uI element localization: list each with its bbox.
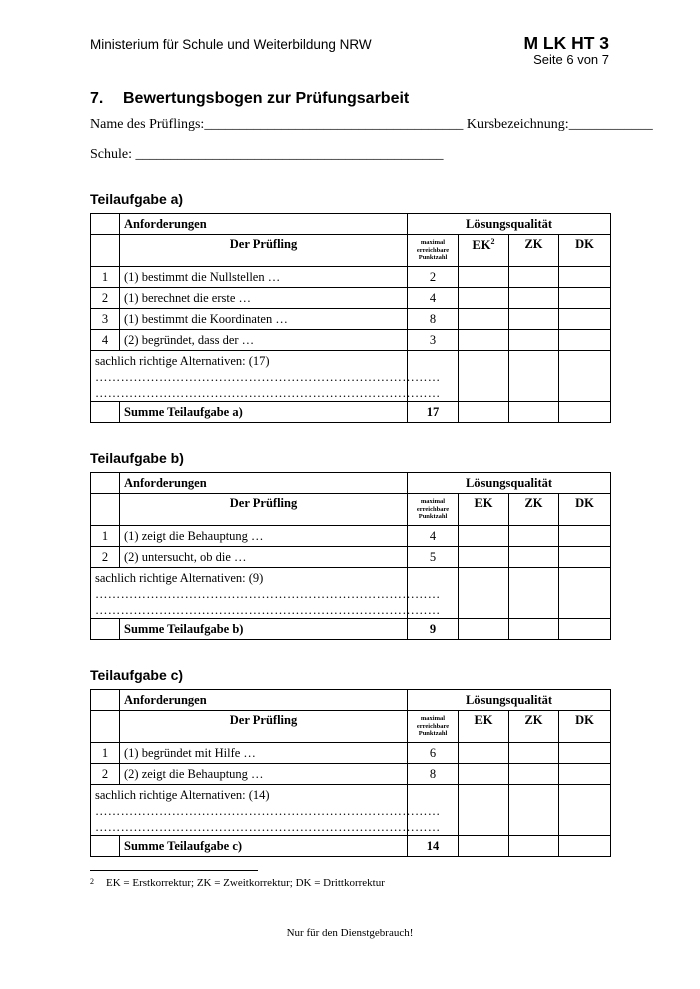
max-points: 4 bbox=[408, 288, 459, 309]
row-number: 3 bbox=[91, 309, 120, 330]
col-zk: ZK bbox=[509, 711, 559, 743]
zk-cell[interactable] bbox=[509, 836, 559, 857]
dk-cell[interactable] bbox=[559, 785, 611, 836]
requirement-text: (1) bestimmt die Koordinaten … bbox=[120, 309, 408, 330]
ek-cell[interactable] bbox=[459, 619, 509, 640]
dk-cell[interactable] bbox=[559, 288, 611, 309]
alternatives-cell bbox=[91, 351, 441, 402]
col-ek: EK bbox=[459, 711, 509, 743]
task-b-table bbox=[90, 472, 611, 640]
row-number: 1 bbox=[91, 743, 120, 764]
col-ek: EK bbox=[459, 494, 509, 526]
zk-cell[interactable] bbox=[509, 743, 559, 764]
max-points: 8 bbox=[408, 309, 459, 330]
zk-cell[interactable] bbox=[509, 568, 559, 619]
ek-cell[interactable] bbox=[459, 547, 509, 568]
alternatives-row bbox=[91, 568, 611, 619]
table-row bbox=[91, 330, 611, 351]
requirement-text: (1) begründet mit Hilfe … bbox=[120, 743, 408, 764]
zk-cell[interactable] bbox=[509, 402, 559, 423]
row-number: 2 bbox=[91, 764, 120, 785]
col-anforderungen: Anforderungen bbox=[120, 690, 408, 711]
kurs-line: ____________ bbox=[568, 117, 653, 132]
requirement-text: (1) zeigt die Behauptung … bbox=[120, 526, 408, 547]
sum-label: Summe Teilaufgabe a) bbox=[120, 402, 408, 423]
table-row bbox=[91, 288, 611, 309]
ek-cell[interactable] bbox=[459, 267, 509, 288]
dk-cell[interactable] bbox=[559, 764, 611, 785]
dk-cell[interactable] bbox=[559, 568, 611, 619]
alternatives-cell bbox=[91, 568, 441, 619]
sum-points: 17 bbox=[408, 402, 459, 423]
max-points: 6 bbox=[408, 743, 459, 764]
col-dk: DK bbox=[559, 711, 611, 743]
dotted-line: ……………………………………………………………………… bbox=[95, 820, 441, 834]
col-zk: ZK bbox=[509, 494, 559, 526]
ek-cell[interactable] bbox=[459, 836, 509, 857]
kurs-label: Kursbezeichnung: bbox=[466, 117, 569, 132]
row-number: 2 bbox=[91, 288, 120, 309]
col-max-punktzahl: maximal erreichbare Punktzahl bbox=[408, 494, 459, 526]
col-ek: $EK^2$ bbox=[459, 235, 509, 267]
ek-cell[interactable] bbox=[459, 402, 509, 423]
dk-cell[interactable] bbox=[559, 547, 611, 568]
requirement-text: (2) untersucht, ob die … bbox=[120, 547, 408, 568]
row-number: 4 bbox=[91, 330, 120, 351]
table-row bbox=[91, 267, 611, 288]
name-line: _____________________________________ bbox=[204, 117, 464, 132]
sum-row bbox=[91, 836, 611, 857]
ek-cell[interactable] bbox=[459, 785, 509, 836]
requirement-text: (2) begründet, dass der … bbox=[120, 330, 408, 351]
task-b-heading: Teilaufgabe b) bbox=[90, 450, 184, 466]
zk-cell[interactable] bbox=[509, 309, 559, 330]
row-number: 1 bbox=[91, 526, 120, 547]
col-dk: DK bbox=[559, 235, 611, 267]
ek-cell[interactable] bbox=[459, 526, 509, 547]
alternatives-label: sachlich richtige Alternativen: (17) bbox=[95, 354, 270, 368]
max-points: 4 bbox=[408, 526, 459, 547]
col-loesungsqualitaet: Lösungsqualität bbox=[408, 214, 611, 235]
col-max-punktzahl: maximal erreichbare Punktzahl bbox=[408, 235, 459, 267]
task-c-table bbox=[90, 689, 611, 857]
name-field bbox=[90, 117, 653, 133]
dotted-line: ……………………………………………………………………… bbox=[95, 587, 441, 601]
dk-cell[interactable] bbox=[559, 836, 611, 857]
alternatives-row bbox=[91, 351, 611, 402]
footer-note: Nur für den Dienstgebrauch! bbox=[286, 927, 414, 939]
requirement-text: (1) berechnet die erste … bbox=[120, 288, 408, 309]
max-points: 8 bbox=[408, 764, 459, 785]
schule-line: ____________________________________________ bbox=[135, 147, 444, 162]
dk-cell[interactable] bbox=[559, 330, 611, 351]
ministry-name: Ministerium für Schule und Weiterbildung NRW bbox=[90, 37, 372, 52]
alternatives-label: sachlich richtige Alternativen: (9) bbox=[95, 571, 264, 585]
table-row bbox=[91, 309, 611, 330]
ek-cell[interactable] bbox=[459, 764, 509, 785]
zk-cell[interactable] bbox=[509, 267, 559, 288]
dk-cell[interactable] bbox=[559, 743, 611, 764]
alternatives-row bbox=[91, 785, 611, 836]
zk-cell[interactable] bbox=[509, 547, 559, 568]
col-anforderungen: Anforderungen bbox=[120, 214, 408, 235]
col-dk: DK bbox=[559, 494, 611, 526]
row-number: 1 bbox=[91, 267, 120, 288]
ek-cell[interactable] bbox=[459, 330, 509, 351]
zk-cell[interactable] bbox=[509, 330, 559, 351]
sum-points: 14 bbox=[408, 836, 459, 857]
table-row bbox=[91, 743, 611, 764]
dotted-line: ……………………………………………………………………… bbox=[95, 370, 441, 384]
section-title-text: Bewertungsbogen zur Prüfungsarbeit bbox=[123, 90, 410, 107]
ek-cell[interactable] bbox=[459, 309, 509, 330]
col-max-punktzahl: maximal erreichbare Punktzahl bbox=[408, 711, 459, 743]
zk-cell[interactable] bbox=[509, 619, 559, 640]
row-number: 2 bbox=[91, 547, 120, 568]
col-loesungsqualitaet: Lösungsqualität bbox=[408, 473, 611, 494]
dk-cell[interactable] bbox=[559, 526, 611, 547]
table-row bbox=[91, 526, 611, 547]
sum-row bbox=[91, 402, 611, 423]
zk-cell[interactable] bbox=[509, 764, 559, 785]
sum-row bbox=[91, 619, 611, 640]
schule-field bbox=[90, 147, 444, 163]
col-zk: ZK bbox=[509, 235, 559, 267]
zk-cell[interactable] bbox=[509, 785, 559, 836]
ek-cell[interactable] bbox=[459, 568, 509, 619]
sum-points: 9 bbox=[408, 619, 459, 640]
sum-label: Summe Teilaufgabe b) bbox=[120, 619, 408, 640]
schule-label: Schule: bbox=[90, 147, 132, 162]
footnote bbox=[90, 877, 385, 889]
col-der-pruefling: Der Prüfling bbox=[120, 235, 408, 267]
dotted-line: ……………………………………………………………………… bbox=[95, 386, 441, 400]
footnote-mark: 2 bbox=[90, 877, 94, 886]
page-number: Seite 6 von 7 bbox=[533, 52, 609, 67]
dk-cell[interactable] bbox=[559, 402, 611, 423]
ek-footnote-mark: 2 bbox=[490, 237, 495, 246]
task-a-heading: Teilaufgabe a) bbox=[90, 191, 184, 207]
alternatives-cell bbox=[91, 785, 441, 836]
dk-cell[interactable] bbox=[559, 619, 611, 640]
dk-cell[interactable] bbox=[559, 267, 611, 288]
col-der-pruefling: Der Prüfling bbox=[120, 494, 408, 526]
dotted-line: ……………………………………………………………………… bbox=[95, 804, 441, 818]
footnote-divider bbox=[90, 870, 258, 871]
dk-cell[interactable] bbox=[559, 309, 611, 330]
dk-cell[interactable] bbox=[559, 351, 611, 402]
ek-cell[interactable] bbox=[459, 351, 509, 402]
max-points: 3 bbox=[408, 330, 459, 351]
requirement-text: (1) bestimmt die Nullstellen … bbox=[120, 267, 408, 288]
document-code: M LK HT 3 bbox=[523, 33, 609, 53]
col-der-pruefling: Der Prüfling bbox=[120, 711, 408, 743]
max-points: 5 bbox=[408, 547, 459, 568]
section-number: 7. bbox=[90, 90, 104, 107]
footnote-text: EK = Erstkorrektur; ZK = Zweitkorrektur; DK = Drittkorrektur bbox=[106, 877, 385, 889]
zk-cell[interactable] bbox=[509, 288, 559, 309]
task-c-heading: Teilaufgabe c) bbox=[90, 667, 184, 683]
ek-cell[interactable] bbox=[459, 743, 509, 764]
table-row bbox=[91, 764, 611, 785]
dotted-line: ……………………………………………………………………… bbox=[95, 603, 441, 617]
requirement-text: (2) zeigt die Behauptung … bbox=[120, 764, 408, 785]
zk-cell[interactable] bbox=[509, 526, 559, 547]
ek-cell[interactable] bbox=[459, 288, 509, 309]
task-a-table bbox=[90, 213, 611, 423]
col-anforderungen: Anforderungen bbox=[120, 473, 408, 494]
name-label: Name des Prüflings: bbox=[90, 117, 205, 132]
table-row bbox=[91, 547, 611, 568]
alternatives-label: sachlich richtige Alternativen: (14) bbox=[95, 788, 270, 802]
zk-cell[interactable] bbox=[509, 351, 559, 402]
max-points: 2 bbox=[408, 267, 459, 288]
section-title bbox=[90, 90, 409, 108]
sum-label: Summe Teilaufgabe c) bbox=[120, 836, 408, 857]
col-loesungsqualitaet: Lösungsqualität bbox=[408, 690, 611, 711]
